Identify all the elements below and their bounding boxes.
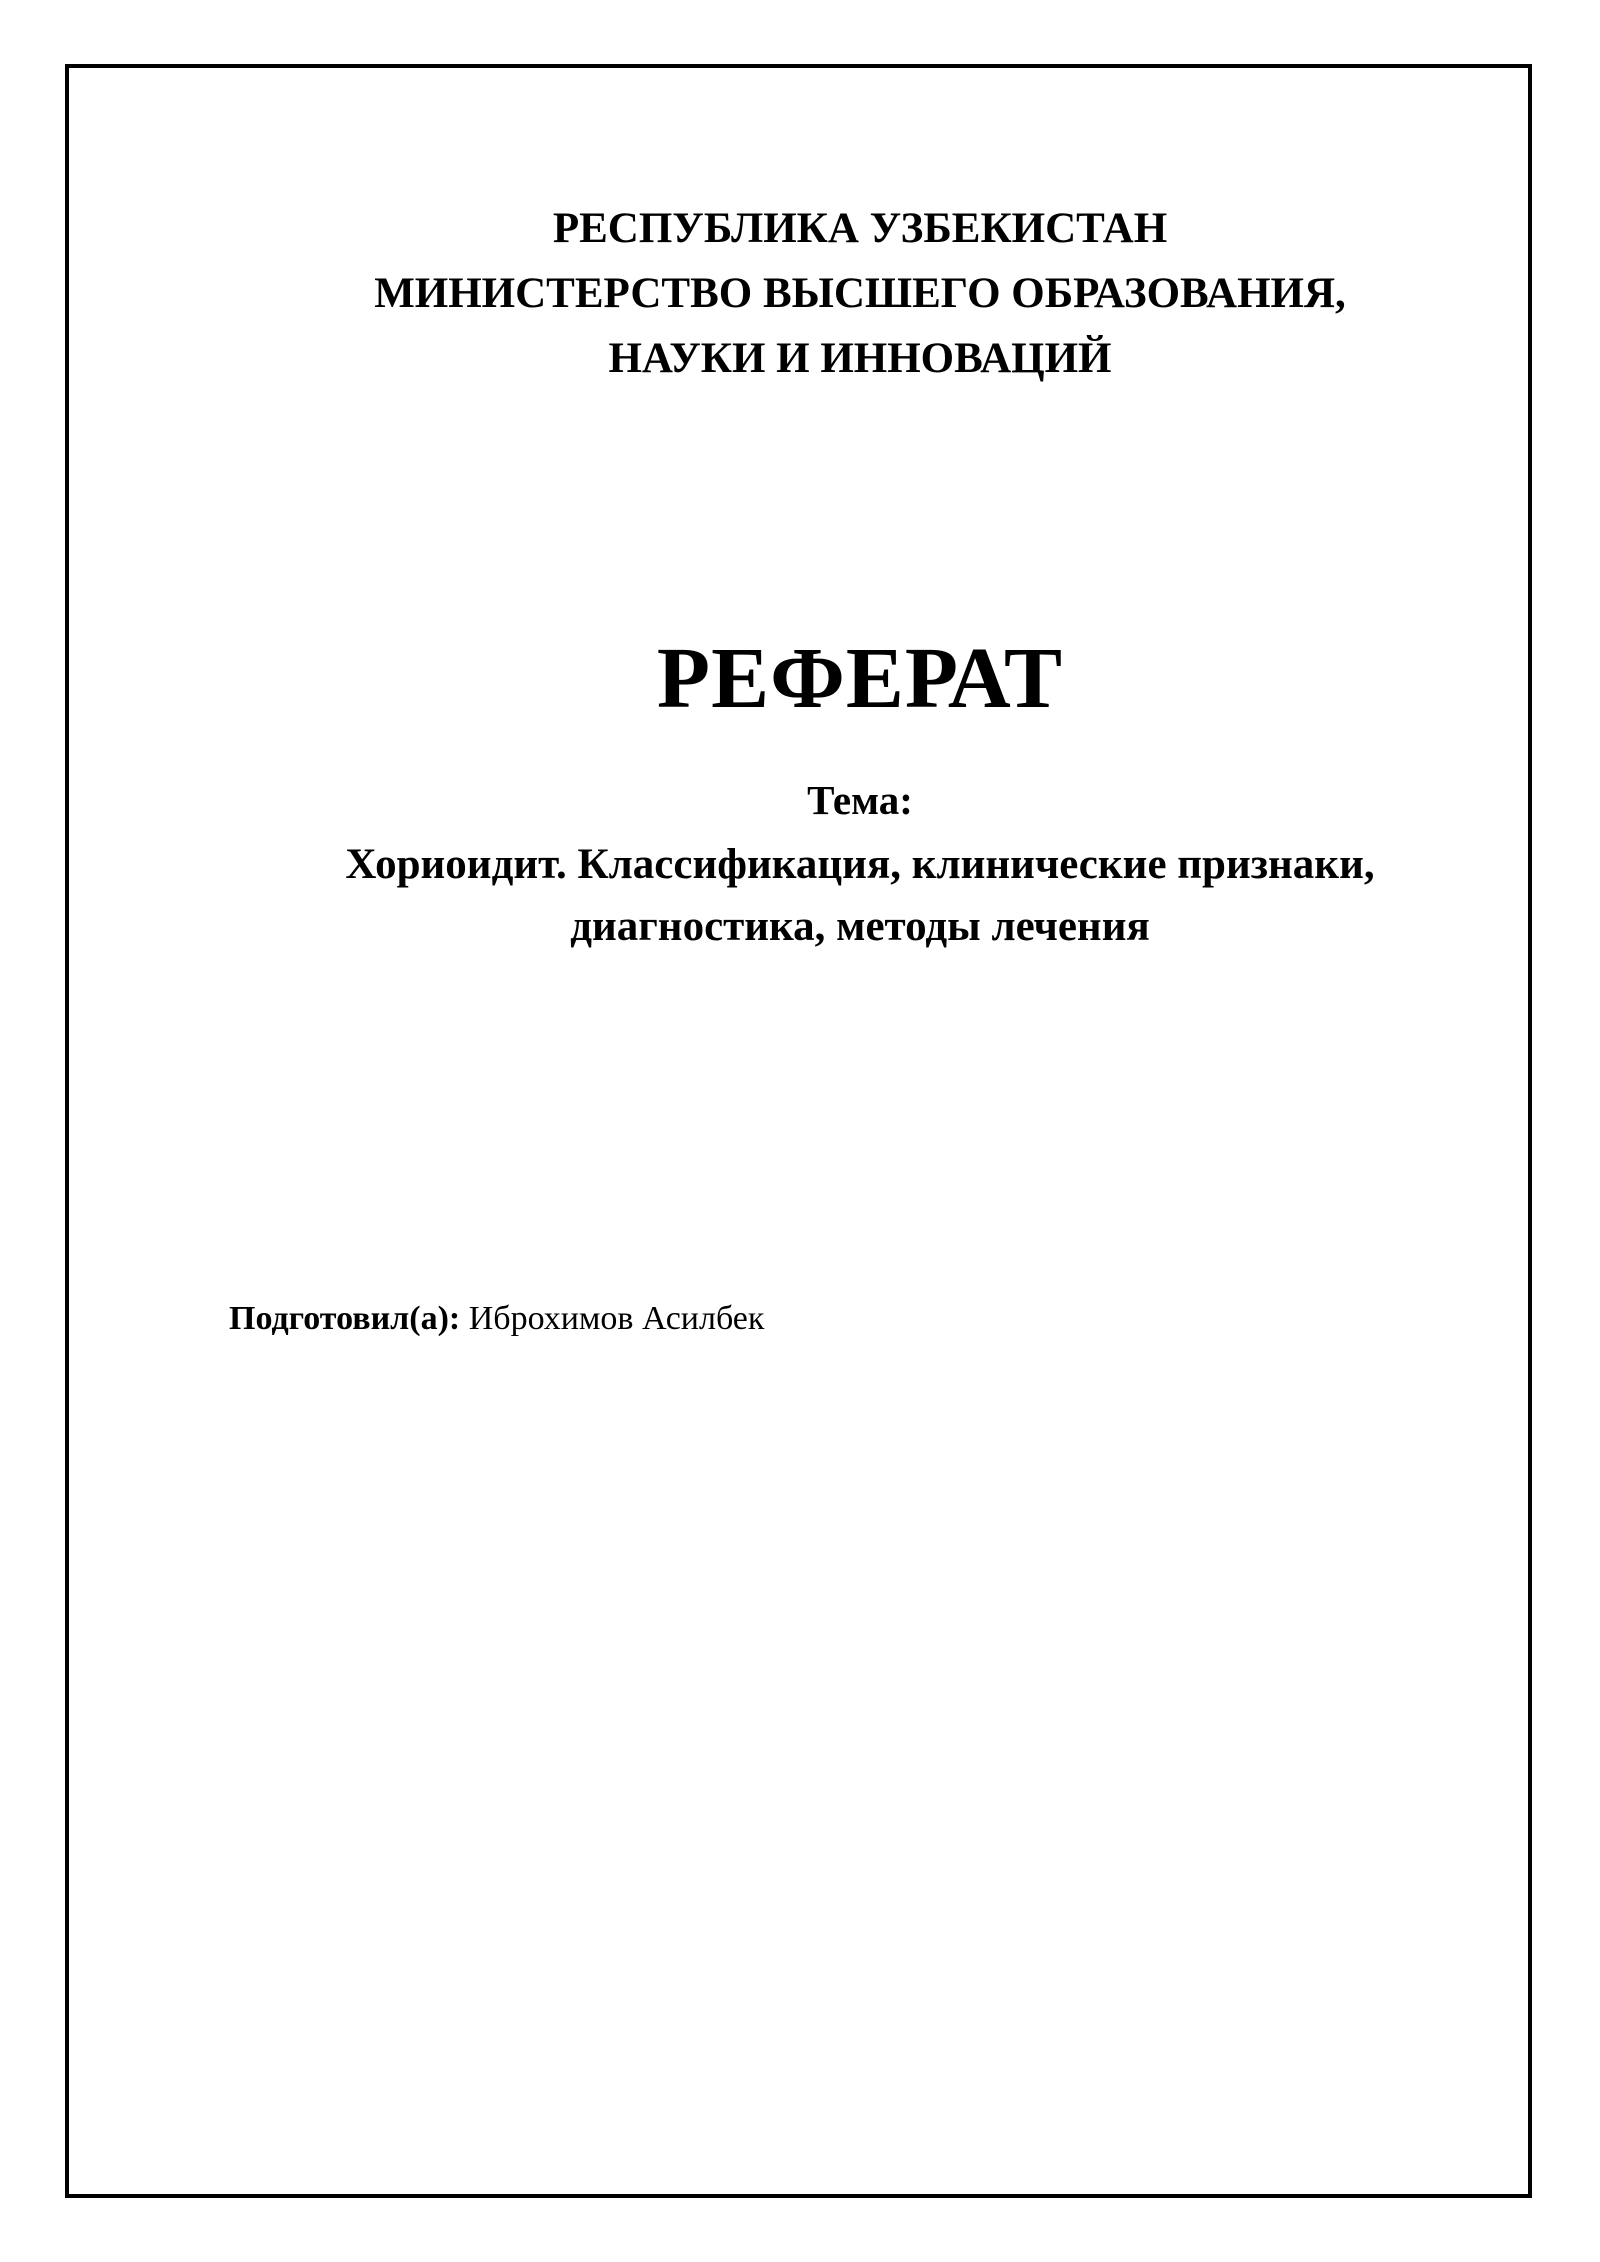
author-name: Иброхимов Асилбек [468, 1300, 765, 1337]
author-label: Подготовил(а): [229, 1300, 461, 1337]
header-ministry: МИНИСТЕРСТВО ВЫСШЕГО ОБРАЗОВАНИЯ, [374, 270, 1346, 317]
topic-line-1: Хориоидит. Классификация, клинические признаки, [345, 841, 1375, 888]
header-country: РЕСПУБЛИКА УЗБЕКИСТАН [552, 205, 1168, 252]
topic-line-2: диагностика, методы лечения [570, 903, 1150, 950]
header-ministry-cont: НАУКИ И ИННОВАЦИЙ [608, 335, 1112, 382]
institution-header [0, 196, 1600, 391]
topic-label: Тема: [807, 777, 913, 823]
topic-text [0, 834, 1600, 958]
document-title: РЕФЕРАТ [656, 629, 1064, 726]
author-line [229, 1296, 764, 1342]
